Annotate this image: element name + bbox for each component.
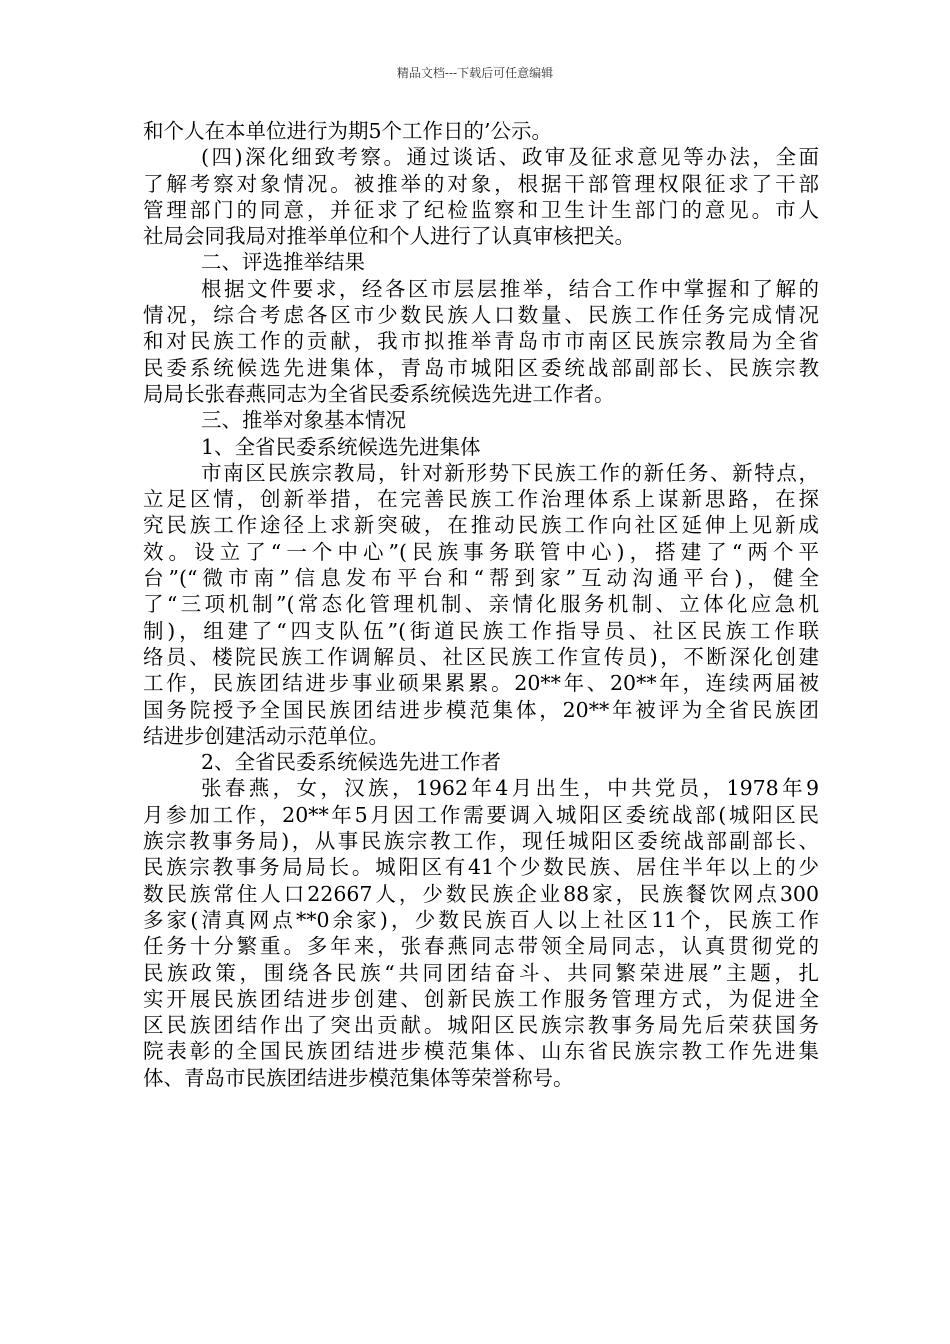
subsection-heading: 1、全省民委系统候选先进集体 <box>201 434 481 459</box>
text-line: 和对民族工作的贡献，我市拟推举青岛市市南区民族宗教局为全省 <box>143 329 819 354</box>
text-line: 情况，综合考虑各区市少数民族人口数量、民族工作任务完成情况 <box>143 303 819 328</box>
paragraph-first-line: (四)深化细致考察。通过谈话、政审及征求意见等办法，全面 <box>201 145 819 170</box>
subsection-heading: 2、全省民委系统候选先进工作者 <box>201 750 502 775</box>
paragraph-first-line: 市南区民族宗教局，针对新形势下民族工作的新任务、新特点， <box>201 460 819 485</box>
page-header: 精品文档---下载后可任意编辑 <box>396 66 554 80</box>
text-line: 台”(“微市南”信息发布平台和“帮到家”互动沟通平台)，健全 <box>143 566 819 591</box>
paragraph-first-line: 根据文件要求，经各区市层层推举，结合工作中掌握和了解的 <box>201 276 819 301</box>
section-heading: 二、评选推举结果 <box>201 250 365 275</box>
text-line: 制)，组建了“四支队伍”(街道民族工作指导员、社区民族工作联 <box>143 618 819 643</box>
paragraph-first-line: 张春燕，女，汉族，1962年4月出生，中共党员，1978年9 <box>201 776 819 801</box>
text-line: 管理部门的同意，并征求了纪检监察和卫生计生部门的意见。市人 <box>143 197 819 222</box>
text-line: 月参加工作，20**年5月因工作需要调入城阳区委统战部(城阳区民 <box>143 802 819 827</box>
text-line: 实开展民族团结进步创建、创新民族工作服务管理方式，为促进全 <box>143 986 819 1011</box>
text-line: 了“三项机制”(常态化管理机制、亲情化服务机制、立体化应急机 <box>143 592 819 617</box>
text-line: 局局长张春燕同志为全省民委系统候选先进工作者。 <box>143 381 615 406</box>
text-line: 多家(清真网点**0余家)，少数民族百人以上社区11个，民族工作 <box>143 907 819 932</box>
text-line: 效。设立了“一个中心”(民族事务联管中心)，搭建了“两个平 <box>143 539 819 564</box>
text-line: 立足区情，创新举措，在完善民族工作治理体系上谋新思路，在探 <box>143 487 819 512</box>
text-line: 民委系统候选先进集体，青岛市城阳区委统战部副部长、民族宗教 <box>143 355 819 380</box>
text-line: 国务院授予全国民族团结进步模范集体，20**年被评为全省民族团 <box>143 697 819 722</box>
text-line: 结进步创建活动示范单位。 <box>143 723 389 748</box>
text-line: 民族政策，围绕各民族“共同团结奋斗、共同繁荣进展”主题，扎 <box>143 960 819 985</box>
text-line: 族宗教事务局)，从事民族宗教工作，现任城阳区委统战部副部长、 <box>143 829 819 854</box>
section-heading: 三、推举对象基本情况 <box>201 408 406 433</box>
text-line: 工作，民族团结进步事业硕果累累。20**年、20**年，连续两届被 <box>143 671 819 696</box>
document-body <box>143 118 819 1091</box>
text-line: 社局会同我局对推举单位和个人进行了认真审核把关。 <box>143 224 635 249</box>
text-line: 了解考察对象情况。被推举的对象，根据干部管理权限征求了干部 <box>143 171 819 196</box>
text-line: 院表彰的全国民族团结进步模范集体、山东省民族宗教工作先进集 <box>143 1039 819 1064</box>
text-line: 究民族工作途径上求新突破，在推动民族工作向社区延伸上见新成 <box>143 513 819 538</box>
text-line: 体、青岛市民族团结进步模范集体等荣誉称号。 <box>143 1065 574 1090</box>
text-line: 络员、楼院民族工作调解员、社区民族工作宣传员)，不断深化创建 <box>143 644 819 669</box>
text-line: 区民族团结作出了突出贡献。城阳区民族宗教事务局先后荣获国务 <box>143 1013 819 1038</box>
text-line: 民族宗教事务局局长。城阳区有41个少数民族、居住半年以上的少 <box>143 855 819 880</box>
text-line: 任务十分繁重。多年来，张春燕同志带领全局同志，认真贯彻党的 <box>143 934 819 959</box>
text-line: 和个人在本单位进行为期5个工作日的’公示。 <box>143 119 553 143</box>
text-line: 数民族常住人口22667人，少数民族企业88家，民族餐饮网点300 <box>143 881 819 906</box>
